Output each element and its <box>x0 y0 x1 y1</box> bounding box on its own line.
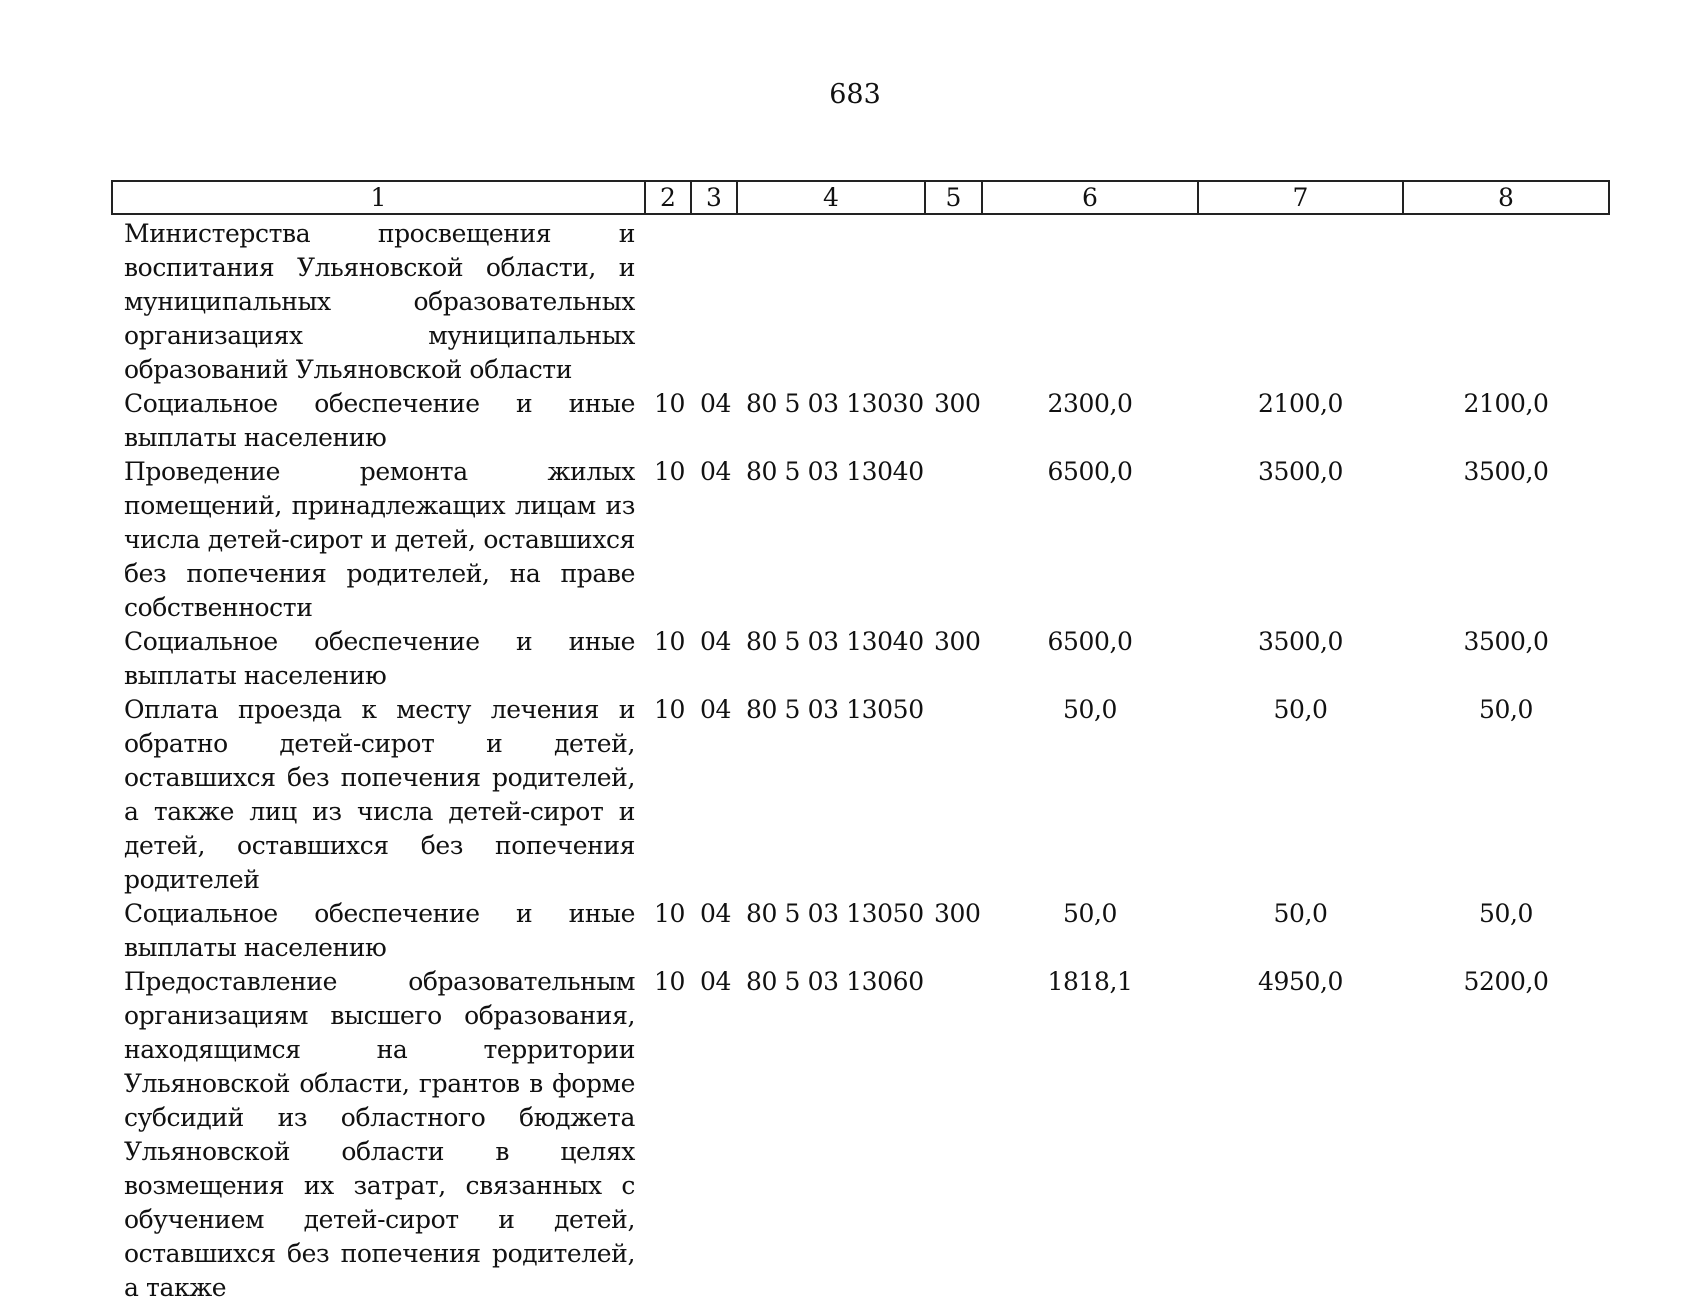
column-header-8: 8 <box>1403 181 1609 214</box>
amount-col-8 <box>1403 214 1609 387</box>
row-description: Социальное обеспечение и иные выплаты населению <box>124 627 635 690</box>
expense-type-code: 300 <box>934 899 981 928</box>
expense-type-code: 300 <box>934 627 981 656</box>
amount-col-7: 2100,0 <box>1257 389 1344 418</box>
section-code: 10 <box>654 457 686 486</box>
table-row <box>112 455 1609 625</box>
amount-col-6: 50,0 <box>1062 899 1118 928</box>
table-row <box>112 214 1609 387</box>
section-code <box>645 214 691 387</box>
row-description: Социальное обеспечение и иные выплаты населению <box>124 389 635 452</box>
table-row <box>112 387 1609 455</box>
amount-col-6 <box>982 214 1198 387</box>
section-code: 10 <box>654 899 686 928</box>
expense-type-code <box>925 965 982 1305</box>
amount-col-7: 3500,0 <box>1257 457 1344 486</box>
amount-col-8: 2100,0 <box>1463 389 1549 418</box>
table-row <box>112 897 1609 965</box>
subsection-code: 04 <box>700 457 732 486</box>
amount-col-7 <box>1198 214 1403 387</box>
row-description: Оплата проезда к месту лечения и обратно детей-сирот и детей, оставшихся без попечения родителей, а также лиц из числа детей-сирот и детей, оставшихся без попечения родителей <box>124 695 635 894</box>
column-header-7: 7 <box>1198 181 1403 214</box>
subsection-code: 04 <box>700 695 732 724</box>
table-row <box>112 693 1609 897</box>
column-header-6: 6 <box>982 181 1198 214</box>
target-article-code: 80 5 03 13040 <box>746 457 924 486</box>
expense-type-code <box>925 455 982 625</box>
subsection-code: 04 <box>700 899 732 928</box>
column-header-1: 1 <box>112 181 645 214</box>
target-article-code: 80 5 03 13030 <box>746 389 924 418</box>
section-code: 10 <box>654 389 686 418</box>
amount-col-8: 3500,0 <box>1463 627 1549 656</box>
column-header-4: 4 <box>737 181 925 214</box>
column-header-2: 2 <box>645 181 691 214</box>
row-description: Предоставление образовательным организациям высшего образования, находящимся на территории Ульяновской области, грантов в форме субсидий из областного бюджета Ульяновской области в целях возмещения их затрат, связанных с обучением детей-сирот и детей, оставшихся без попечения родителей, а также <box>124 967 635 1302</box>
expense-type-code: 300 <box>934 389 981 418</box>
amount-col-8: 50,0 <box>1478 899 1534 928</box>
amount-col-7: 3500,0 <box>1257 627 1344 656</box>
amount-col-6: 1818,1 <box>1047 967 1133 996</box>
amount-col-7: 4950,0 <box>1257 967 1344 996</box>
row-description: Социальное обеспечение и иные выплаты населению <box>124 899 635 962</box>
target-article-code: 80 5 03 13060 <box>746 967 924 996</box>
expense-type-code <box>925 693 982 897</box>
row-description: Проведение ремонта жилых помещений, принадлежащих лицам из числа детей-сирот и детей, оставшихся без попечения родителей, на праве собственности <box>124 457 635 622</box>
amount-col-6: 2300,0 <box>1047 389 1133 418</box>
column-header-3: 3 <box>691 181 737 214</box>
amount-col-6: 50,0 <box>1062 695 1118 724</box>
target-article-code: 80 5 03 13050 <box>746 899 924 928</box>
table-row <box>112 625 1609 693</box>
amount-col-7: 50,0 <box>1273 899 1328 928</box>
amount-col-8: 5200,0 <box>1463 967 1549 996</box>
target-article-code: 80 5 03 13040 <box>746 627 924 656</box>
header-row <box>112 181 1609 214</box>
amount-col-8: 50,0 <box>1478 695 1534 724</box>
page-number: 683 <box>829 79 881 110</box>
table-row <box>112 965 1609 1305</box>
amount-col-6: 6500,0 <box>1047 627 1133 656</box>
budget-table <box>111 180 1610 1305</box>
amount-col-7: 50,0 <box>1273 695 1328 724</box>
section-code: 10 <box>654 967 686 996</box>
subsection-code: 04 <box>700 627 732 656</box>
subsection-code: 04 <box>700 967 732 996</box>
subsection-code <box>691 214 737 387</box>
target-article-code <box>737 214 925 387</box>
amount-col-6: 6500,0 <box>1047 457 1133 486</box>
section-code: 10 <box>654 627 686 656</box>
target-article-code: 80 5 03 13050 <box>746 695 924 724</box>
column-header-5: 5 <box>925 181 982 214</box>
section-code: 10 <box>654 695 686 724</box>
row-description: Министерства просвещения и воспитания Ульяновской области, и муниципальных образовательных организациях муниципальных образований Ульяновской области <box>124 219 635 384</box>
expense-type-code <box>925 214 982 387</box>
amount-col-8: 3500,0 <box>1463 457 1549 486</box>
subsection-code: 04 <box>700 389 732 418</box>
